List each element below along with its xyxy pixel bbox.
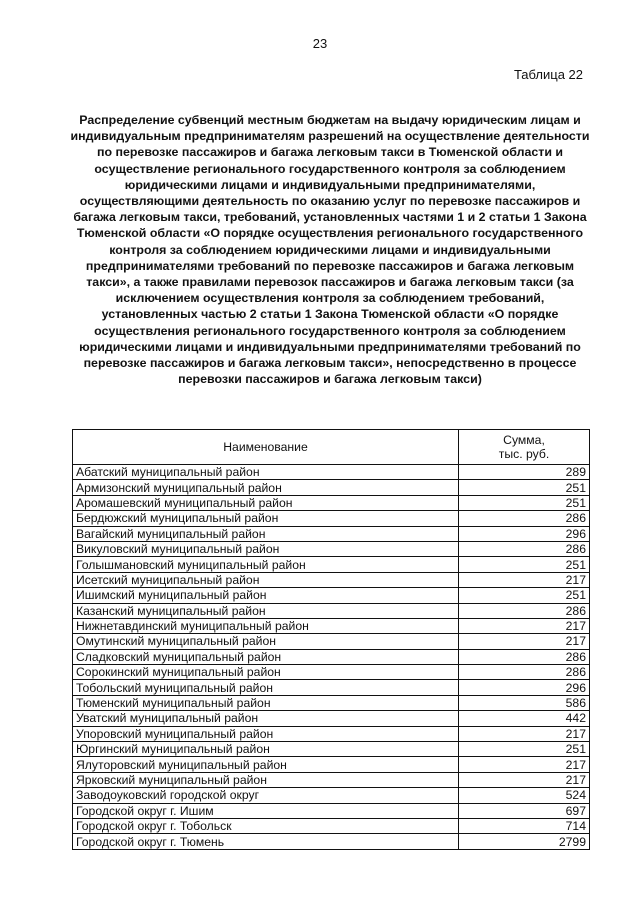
row-name-cell: Сладковский муниципальный район (73, 649, 459, 664)
row-sum-cell: 286 (459, 603, 590, 618)
row-sum-cell: 286 (459, 511, 590, 526)
table-row (73, 495, 590, 510)
row-name-cell: Викуловский муниципальный район (73, 541, 459, 556)
table-row (73, 665, 590, 680)
row-name-cell: Юргинский муниципальный район (73, 742, 459, 757)
row-sum-cell: 217 (459, 618, 590, 633)
row-sum-cell: 251 (459, 495, 590, 510)
row-name-cell: Ярковский муниципальный район (73, 772, 459, 787)
subsidy-table (72, 429, 590, 850)
row-sum-cell: 251 (459, 742, 590, 757)
table-row (73, 772, 590, 787)
table-row (73, 757, 590, 772)
row-name-cell: Нижнетавдинский муниципальный район (73, 618, 459, 633)
row-name-cell: Ишимский муниципальный район (73, 588, 459, 603)
row-sum-cell: 586 (459, 695, 590, 710)
row-name-cell: Аромашевский муниципальный район (73, 495, 459, 510)
column-header-name: Наименование (73, 430, 459, 465)
table-row (73, 572, 590, 587)
table-row (73, 742, 590, 757)
row-name-cell: Казанский муниципальный район (73, 603, 459, 618)
row-name-cell: Городской округ г. Ишим (73, 803, 459, 818)
table-row (73, 649, 590, 664)
row-sum-cell: 442 (459, 711, 590, 726)
row-sum-cell: 289 (459, 465, 590, 480)
row-sum-cell: 217 (459, 634, 590, 649)
row-sum-cell: 296 (459, 526, 590, 541)
row-sum-cell: 251 (459, 480, 590, 495)
table-row (73, 557, 590, 572)
row-name-cell: Абатский муниципальный район (73, 465, 459, 480)
page-number: 23 (312, 36, 328, 51)
row-sum-cell: 286 (459, 665, 590, 680)
row-name-cell: Голышмановский муниципальный район (73, 557, 459, 572)
row-sum-cell: 217 (459, 757, 590, 772)
row-sum-cell: 286 (459, 541, 590, 556)
row-sum-cell: 286 (459, 649, 590, 664)
row-name-cell: Заводоуковский городской округ (73, 788, 459, 803)
table-row (73, 834, 590, 849)
row-name-cell: Уватский муниципальный район (73, 711, 459, 726)
row-name-cell: Городской округ г. Тобольск (73, 818, 459, 833)
table-row (73, 541, 590, 556)
table-row (73, 526, 590, 541)
row-sum-cell: 217 (459, 572, 590, 587)
row-name-cell: Вагайский муниципальный район (73, 526, 459, 541)
row-name-cell: Сорокинский муниципальный район (73, 665, 459, 680)
row-name-cell: Городской округ г. Тюмень (73, 834, 459, 849)
table-row (73, 803, 590, 818)
table-row (73, 603, 590, 618)
row-sum-cell: 2799 (459, 834, 590, 849)
row-sum-cell: 697 (459, 803, 590, 818)
row-name-cell: Тобольский муниципальный район (73, 680, 459, 695)
row-sum-cell: 217 (459, 772, 590, 787)
row-name-cell: Тюменский муниципальный район (73, 695, 459, 710)
row-name-cell: Ялуторовский муниципальный район (73, 757, 459, 772)
table-row (73, 618, 590, 633)
row-sum-cell: 524 (459, 788, 590, 803)
table-row (73, 818, 590, 833)
table-row (73, 480, 590, 495)
row-name-cell: Исетский муниципальный район (73, 572, 459, 587)
row-name-cell: Армизонский муниципальный район (73, 480, 459, 495)
row-sum-cell: 251 (459, 557, 590, 572)
table-row (73, 695, 590, 710)
row-sum-cell: 296 (459, 680, 590, 695)
table-row (73, 634, 590, 649)
table-row (73, 726, 590, 741)
document-title: Распределение субвенций местным бюджетам на выдачу юридическим лицам и индивидуальным предпринимателям разрешений на осуществление деятельности по перевозке пассажиров и багажа легковым такси в Тюменской области и осуществление регионального государственного контроля за соблюдением юридическими лицами и индивидуальными предпринимателями, осуществляющими деятельность по оказанию услуг по перевозке пассажиров и багажа легковым такси, требований, установленных частями 1 и 2 статьи 1 Закона Тюменской области «О порядке осуществления регионального государственного контроля за соблюдением юридическими лицами и индивидуальными предпринимателями требований по перевозке пассажиров и багажа легковым такси», а также правилами перевозок пассажиров и багажа легковым такси (за исключением осуществления контроля за соблюдением требований, установленных частью 2 статьи 1 Закона Тюменской области «О порядке осуществления регионального государственного контроля за соблюдением юридическими лицами и индивидуальными предпринимателями требований по перевозке пассажиров и багажа легковым такси», непосредственно в процессе перевозки пассажиров и багажа легковым такси) (70, 113, 590, 387)
column-header-sum (459, 430, 590, 465)
row-name-cell: Бердюжский муниципальный район (73, 511, 459, 526)
row-sum-cell: 251 (459, 588, 590, 603)
row-sum-cell: 217 (459, 726, 590, 741)
table-row (73, 788, 590, 803)
table-row (73, 711, 590, 726)
column-header-sum-line1: Сумма, (503, 433, 545, 447)
column-header-sum-line2: тыс. руб. (498, 447, 550, 461)
table-header-row (73, 430, 590, 465)
row-name-cell: Омутинский муниципальный район (73, 634, 459, 649)
row-name-cell: Упоровский муниципальный район (73, 726, 459, 741)
table-label: Таблица 22 (513, 67, 583, 82)
table-row (73, 588, 590, 603)
row-sum-cell: 714 (459, 818, 590, 833)
table-row (73, 465, 590, 480)
table-row (73, 511, 590, 526)
table-row (73, 680, 590, 695)
